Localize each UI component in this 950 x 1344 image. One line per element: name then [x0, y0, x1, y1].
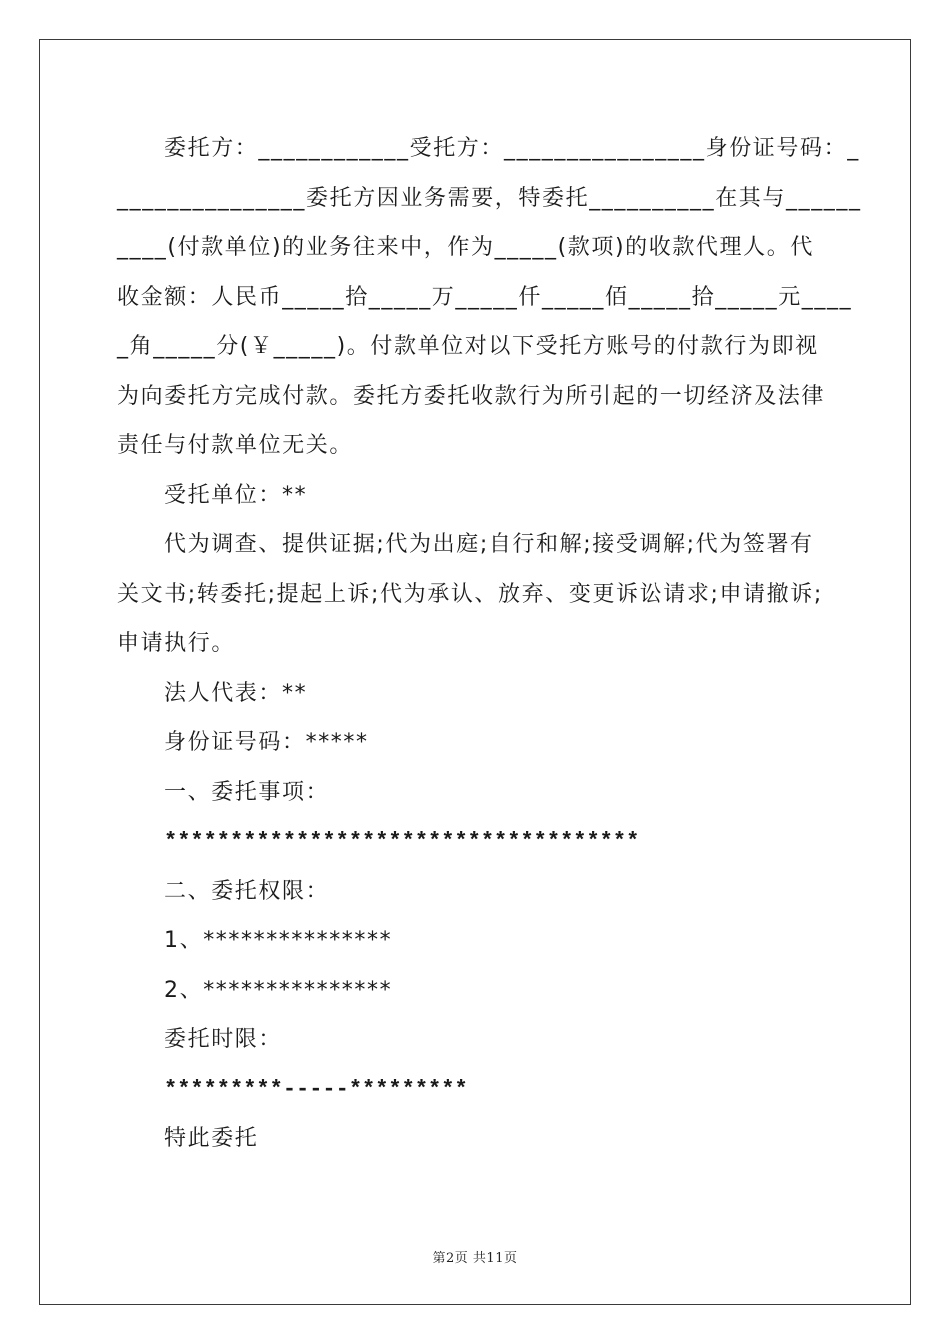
page-number-footer: 第2页 共11页: [432, 1251, 518, 1266]
text-line: 关文书;转委托;提起上诉;代为承认、放弃、变更诉讼请求;申请撤诉;: [117, 581, 823, 607]
text-line: 申请执行。: [117, 631, 236, 656]
text-line: 代为调查、提供证据;代为出庭;自行和解;接受调解;代为签署有: [164, 532, 814, 557]
text-line: 收金额：人民币_____拾_____万_____仟_____佰_____拾_____元____: [117, 284, 853, 310]
text-line: _______________委托方因业务需要，特委托__________在其与______: [117, 185, 862, 211]
section-2-item: 2、***************: [164, 977, 393, 1003]
section-2-title: 二、委托权限：: [164, 878, 330, 904]
paragraph-delegation: [117, 124, 862, 471]
term-title: 委托时限：: [164, 1027, 283, 1052]
section-2-item: 1、***************: [164, 928, 393, 953]
paragraph-powers: [117, 520, 839, 669]
legal-representative: 法人代表：**: [164, 680, 308, 706]
text-line: 责任与付款单位无关。: [117, 433, 354, 458]
id-number: 身份证号码：*****: [164, 730, 369, 755]
text-line: 委托方：____________受托方：________________身份证号码：_: [164, 136, 860, 161]
document-body: [117, 124, 862, 1164]
section-1-content: ************************************: [164, 829, 640, 854]
text-line: ____(付款单位)的业务往来中，作为_____(款项)的收款代理人。代: [117, 235, 814, 260]
section-1-title: 一、委托事项：: [164, 779, 330, 805]
closing-text: 特此委托: [164, 1126, 259, 1151]
text-line: _角_____分(￥_____)。付款单位对以下受托方账号的付款行为即视: [117, 334, 819, 359]
term-value: *********-----*********: [164, 1076, 468, 1102]
trustee-unit: 受托单位：**: [164, 482, 308, 508]
text-line: 为向委托方完成付款。委托方委托收款行为所引起的一切经济及法律: [117, 383, 826, 409]
